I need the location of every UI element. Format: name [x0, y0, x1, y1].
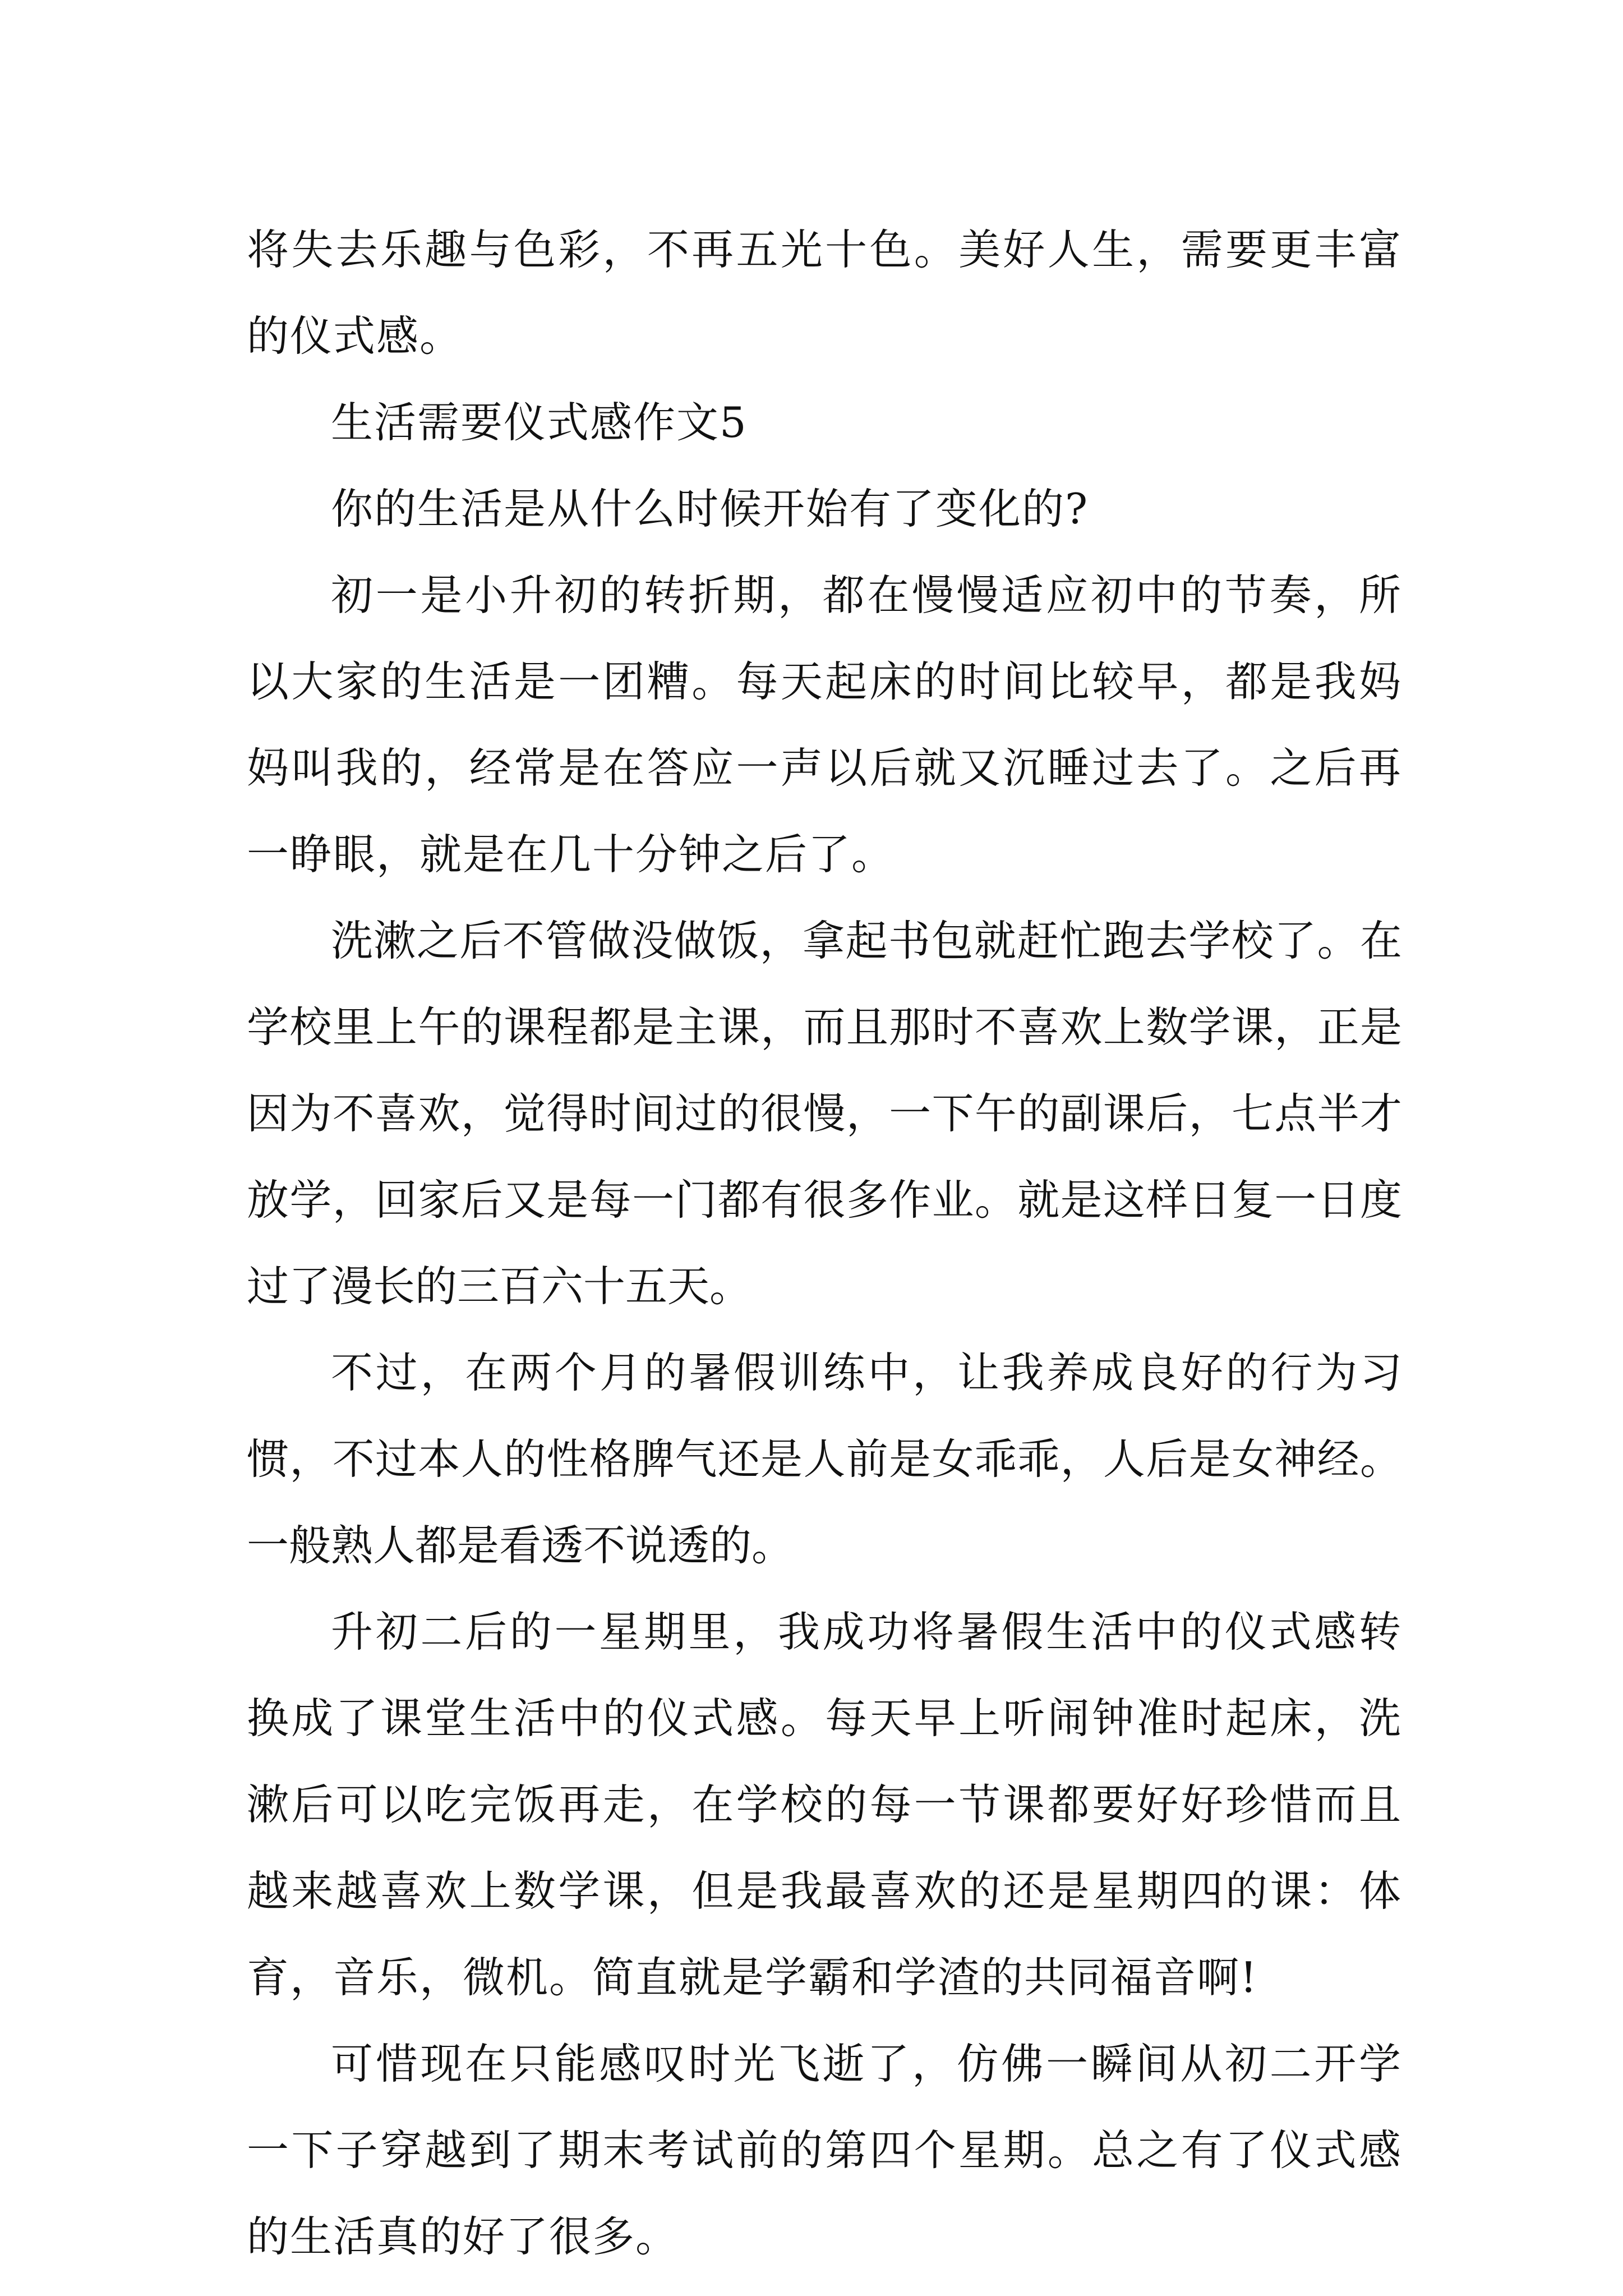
paragraph: 可惜现在只能感叹时光飞逝了，仿佛一瞬间从初二开学一下子穿越到了期末考试前的第四个星期。总之有了仪式感的生活真的好了很多。: [247, 2039, 1402, 2261]
paragraph: 你的生活是从什么时候开始有了变化的?: [331, 484, 1089, 533]
paragraph: 不过，在两个月的暑假训练中，让我养成良好的行为习惯，不过本人的性格脾气还是人前是女乖乖，人后是女神经。一般熟人都是看透不说透的。: [247, 1348, 1402, 1570]
paragraph-continued: 将失去乐趣与色彩，不再五光十色。美好人生，需要更丰富的仪式感。: [247, 225, 1402, 361]
paragraph: 洗漱之后不管做没做饭，拿起书包就赶忙跑去学校了。在学校里上午的课程都是主课，而且那时不喜欢上数学课，正是因为不喜欢，觉得时间过的很慢，一下午的副课后，七点半才放学，回家后又是每一门都有很多作业。就是这样日复一日度过了漫长的三百六十五天。: [247, 916, 1402, 1311]
paragraph: 初一是小升初的转折期，都在慢慢适应初中的节奏，所以大家的生活是一团糟。每天起床的时间比较早，都是我妈妈叫我的，经常是在答应一声以后就又沉睡过去了。之后再一睁眼，就是在几十分钟之后了。: [247, 570, 1402, 879]
paragraph: 升初二后的一星期里，我成功将暑假生活中的仪式感转换成了课堂生活中的仪式感。每天早上听闹钟准时起床，洗漱后可以吃完饭再走，在学校的每一节课都要好好珍惜而且越来越喜欢上数学课，但是我最喜欢的还是星期四的课：体育，音乐，微机。简直就是学霸和学渣的共同福音啊!: [247, 1607, 1402, 2002]
document-body: [247, 206, 1402, 2280]
section-heading: 生活需要仪式感作文5: [331, 398, 748, 447]
